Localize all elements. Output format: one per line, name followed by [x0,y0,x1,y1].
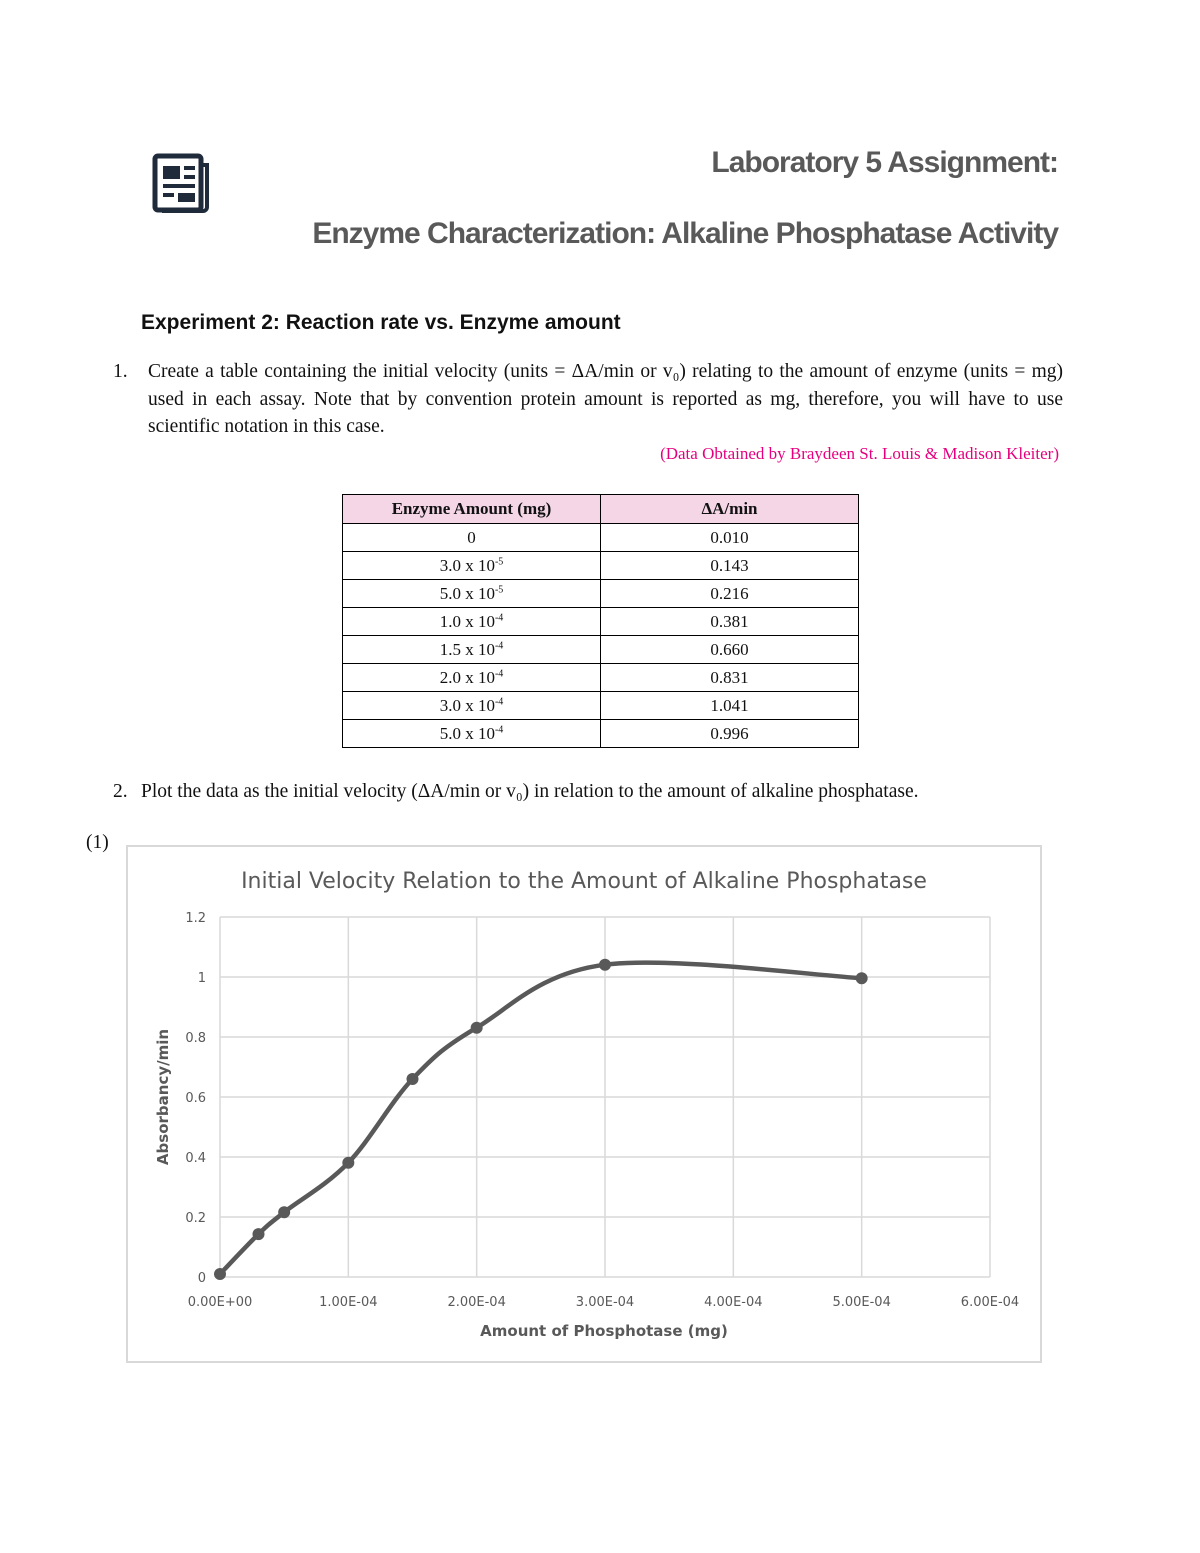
enzyme-amount-cell: 0 [343,524,601,552]
enzyme-amount-cell: 1.0 x $10^{-4}$ [343,608,601,636]
table-row [343,636,859,664]
data-points [214,959,868,1280]
y-tick-label: 1.2 [185,911,206,926]
page-title: Laboratory 5 Assignment: [711,146,1058,179]
table-header-row [343,495,859,524]
x-tick-label: 3.00E-04 [575,1295,635,1310]
figure-label: (1) [86,832,109,853]
question-2-number: 2. [113,781,128,802]
header-rate: ΔA/min [601,495,859,524]
rate-cell: 1.041 [601,692,859,720]
x-tick-label: 2.00E-04 [447,1295,506,1310]
rate-cell: 0.660 [601,636,859,664]
enzyme-amount-cell: 2.0 x $10^{-4}$ [343,664,601,692]
x-tick-label: 0.00E+00 [187,1295,253,1310]
rate-cell: 0.831 [601,664,859,692]
y-tick-label: 0.2 [185,1211,206,1226]
header-enzyme-amount: Enzyme Amount (mg) [343,495,601,524]
grid-lines [220,917,990,1277]
enzyme-amount-cell: 5.0 x $10^{-4}$ [343,720,601,748]
y-tick-label: 0.8 [185,1031,206,1046]
y-axis-label: Absorbancy/min [154,1028,172,1166]
y-tick-label: 0.4 [185,1151,206,1166]
enzyme-amount-cell: 3.0 x $10^{-4}$ [343,692,601,720]
y-tick-labels [185,911,206,1286]
x-tick-labels [188,1295,1020,1310]
document-icon [152,153,212,213]
data-point [253,1228,265,1240]
series-line-group [220,963,862,1274]
x-tick-label: 6.00E-04 [960,1295,1020,1310]
series-line [220,963,862,1274]
x-axis-label: Amount of Phosphotase (mg) [480,1322,728,1340]
x-tick-label: 1.00E-04 [319,1295,378,1310]
data-point [471,1022,483,1034]
data-point [342,1157,354,1169]
question-1 [113,358,1063,441]
data-credit: (Data Obtained by Braydeen St. Louis & Madison Kleiter) [660,444,1059,463]
y-tick-label: 0.6 [185,1091,206,1106]
page-subtitle: Enzyme Characterization: Alkaline Phosphatase Activity [312,217,1058,250]
data-point [214,1268,226,1280]
table-row [343,720,859,748]
y-tick-label: 0 [197,1271,206,1286]
chart-title: Initial Velocity Relation to the Amount of Alkaline Phosphatase [241,869,927,894]
data-point [599,959,611,971]
table-row [343,664,859,692]
y-tick-label: 1 [197,971,206,986]
data-point [856,972,868,984]
rate-cell: 0.010 [601,524,859,552]
table-row [343,524,859,552]
question-2-text: Plot the data as the initial velocity (ΔA/min or v₀) in relation to the amount of alkaline phosphatase. [141,781,919,802]
x-tick-label: 4.00E-04 [704,1295,763,1310]
table-row [343,608,859,636]
data-point [407,1073,419,1085]
enzyme-amount-cell: 5.0 x $10^{-5}$ [343,580,601,608]
rate-cell: 0.996 [601,720,859,748]
table-row [343,580,859,608]
data-table [342,494,859,748]
section-heading: Experiment 2: Reaction rate vs. Enzyme amount [141,311,621,334]
x-tick-label: 5.00E-04 [832,1295,891,1310]
data-point [278,1206,290,1218]
question-1-text: Create a table containing the initial velocity (units = ΔA/min or v₀) relating to the amount of enzyme (units = mg) used in each assay. Note that by convention protein amount is reported as mg, therefore, you will have to use scientific notation in this case. [148,361,1063,437]
question-2 [113,781,919,803]
enzyme-amount-cell: 1.5 x $10^{-4}$ [343,636,601,664]
table-row [343,692,859,720]
rate-cell: 0.143 [601,552,859,580]
rate-cell: 0.381 [601,608,859,636]
table-row [343,552,859,580]
rate-cell: 0.216 [601,580,859,608]
line-chart [128,847,1040,1361]
enzyme-amount-cell: 3.0 x $10^{-5}$ [343,552,601,580]
chart-frame [126,845,1042,1363]
question-1-number: 1. [113,361,128,382]
